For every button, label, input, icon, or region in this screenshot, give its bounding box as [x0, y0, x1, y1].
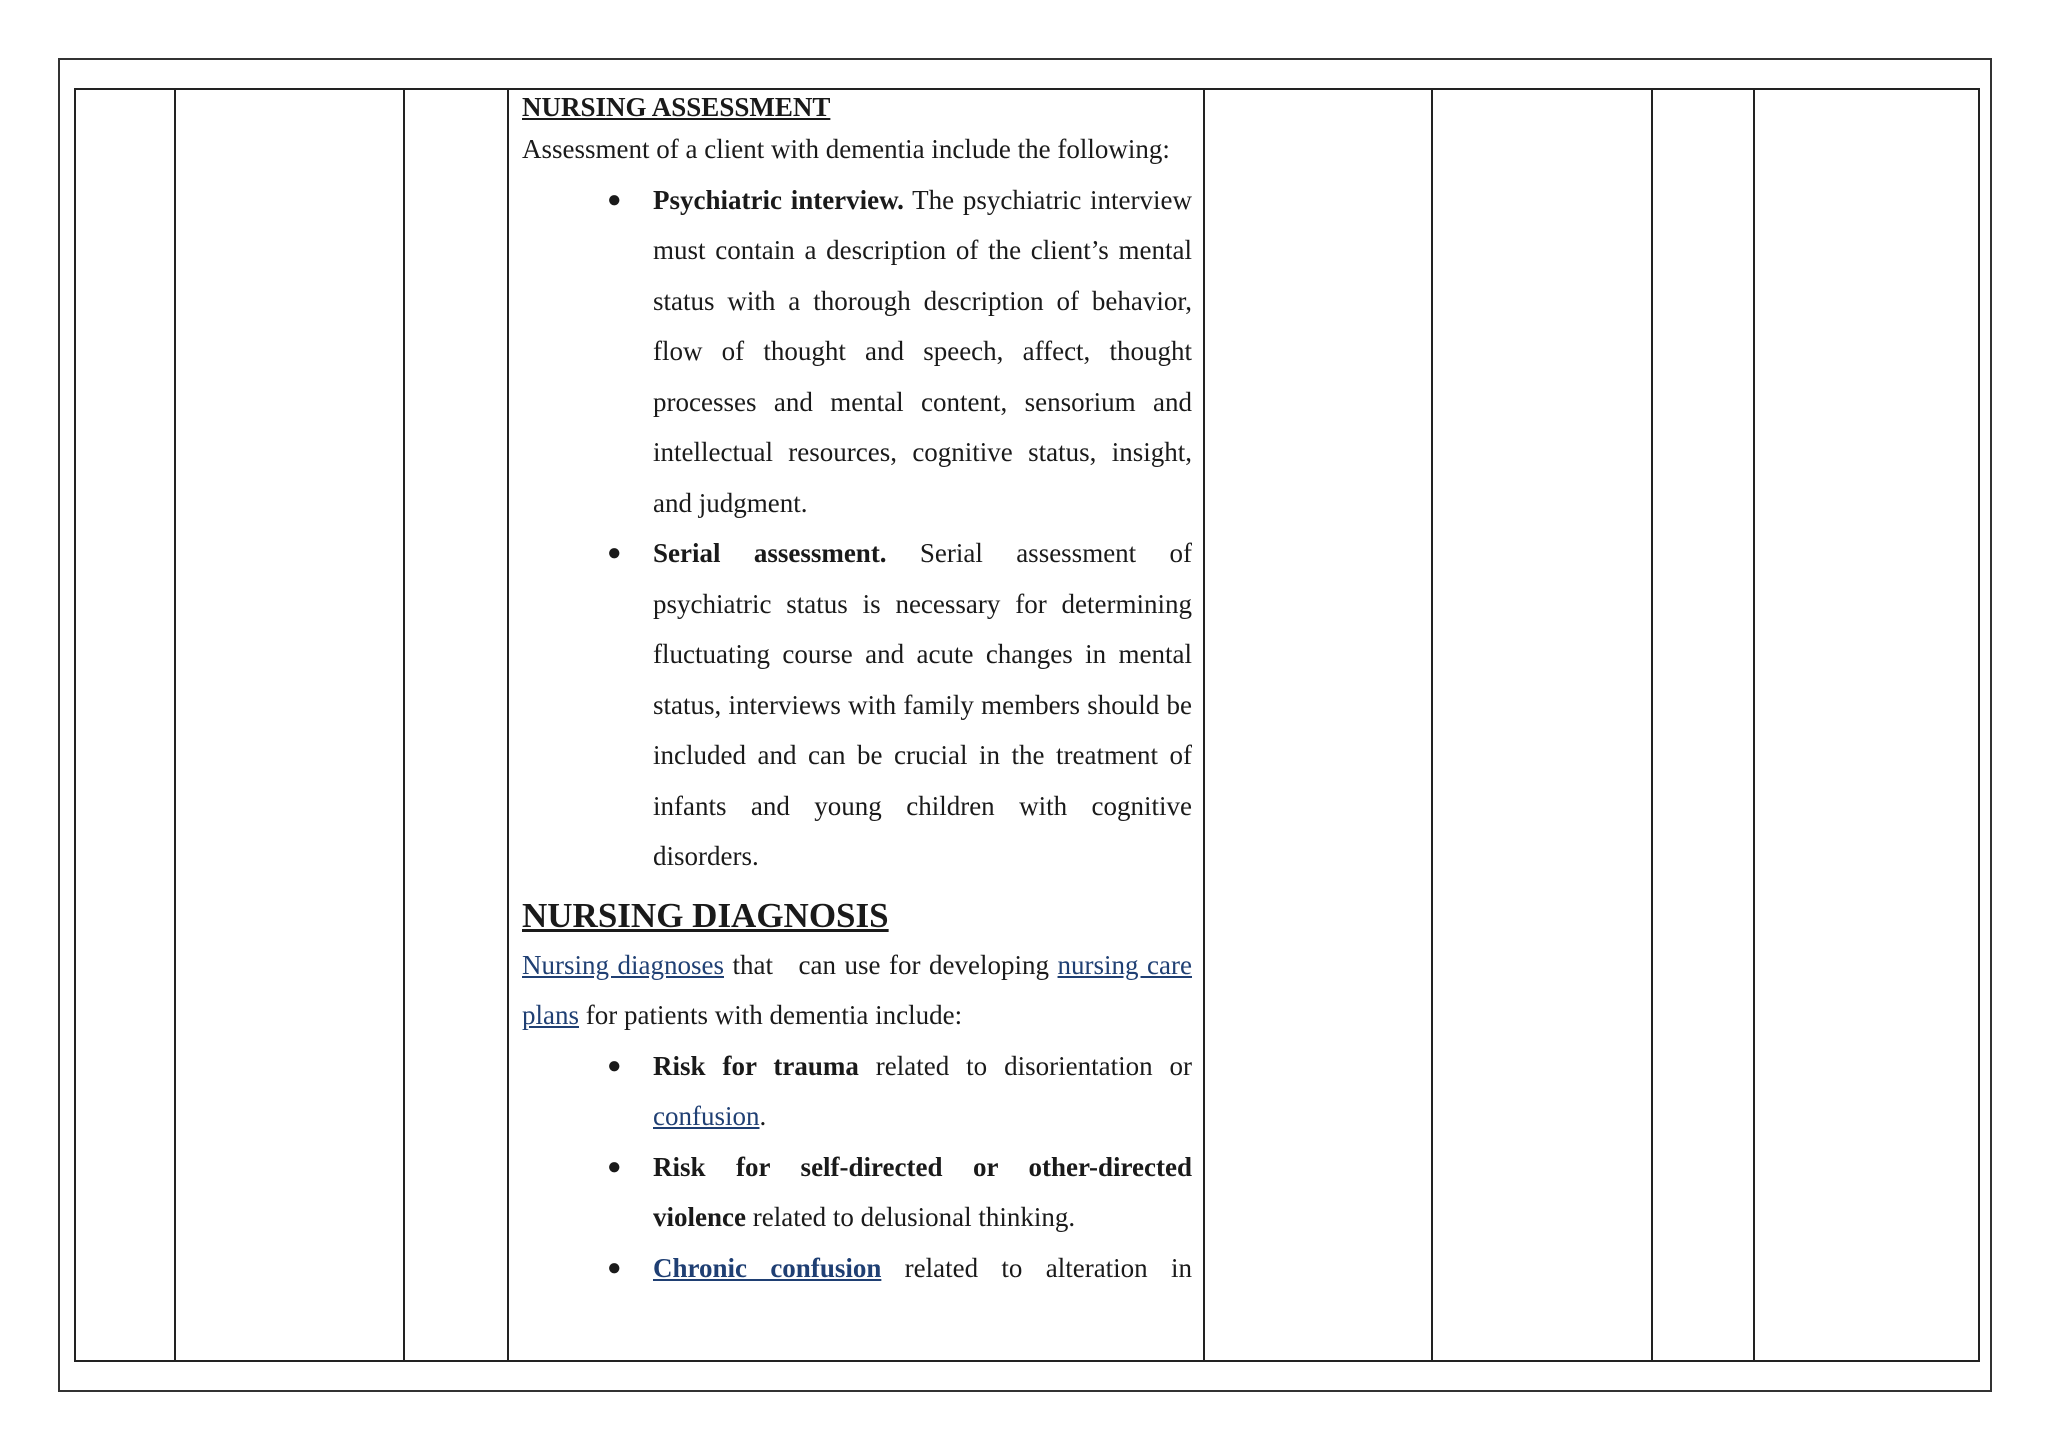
table-column-divider: [1753, 88, 1755, 1362]
bullet-icon: ●: [607, 1052, 622, 1079]
item-text: The psychiatric interview must contain a description of the client’s mental status with a thorough description of behavior, flow of thought and speech, affect, thought processes and mental content, sensorium and intellectual resources, cognitive status, insight, and judgment.: [653, 184, 1193, 518]
table-column-divider: [174, 88, 176, 1362]
bullet-icon: ●: [607, 1153, 622, 1180]
list-item: [522, 528, 1192, 882]
table-column-divider: [507, 88, 509, 1362]
confusion-link[interactable]: confusion: [653, 1101, 760, 1131]
list-item: [522, 175, 1192, 529]
item-text: Serial assessment of psychiatric status is necessary for determining fluctuating course and acute changes in mental status, interviews with family members should be included and can be crucial in the treatment of infants and young children with cognitive disorders.: [653, 538, 1192, 871]
bullet-icon: ●: [607, 540, 622, 566]
list-item: [522, 1142, 1192, 1243]
table-column-divider: [1651, 88, 1653, 1362]
list-item: [522, 1041, 1192, 1142]
content-cell: [522, 90, 1192, 1293]
assessment-list: [522, 175, 1192, 882]
item-title: Psychiatric interview.: [653, 184, 904, 215]
intro-text: for patients with dementia include:: [579, 1000, 963, 1030]
nursing-diagnoses-link[interactable]: Nursing diagnoses: [522, 949, 724, 980]
assessment-intro: Assessment of a client with dementia include the following:: [522, 134, 1170, 164]
table-column-divider: [1431, 88, 1433, 1362]
list-item: [522, 1243, 1192, 1294]
table-column-divider: [1203, 88, 1205, 1362]
table-column-divider: [403, 88, 405, 1362]
diagnosis-list: [522, 1041, 1192, 1294]
nursing-care-plans-link[interactable]: nursing care plans: [522, 949, 1192, 1030]
item-tail: .: [759, 1101, 767, 1131]
bullet-icon: ●: [607, 1254, 622, 1281]
item-title: Risk for self-directed or other-directed violence: [653, 1151, 1192, 1232]
item-title: Serial assessment.: [653, 538, 887, 568]
chronic-confusion-link[interactable]: Chronic confusion: [653, 1252, 882, 1283]
item-text: related to delusional thinking.: [745, 1202, 1076, 1232]
item-title: Risk for trauma: [653, 1050, 859, 1081]
item-text: related to alteration in: [881, 1252, 1192, 1283]
nursing-diagnosis-heading: NURSING DIAGNOSIS: [522, 895, 889, 935]
intro-text: that can use for developing: [724, 949, 1058, 980]
nursing-assessment-heading: NURSING ASSESSMENT: [522, 92, 831, 122]
item-text: related to disorientation or: [858, 1050, 1192, 1081]
diagnosis-intro: [522, 940, 1192, 1041]
bullet-icon: ●: [607, 186, 622, 213]
